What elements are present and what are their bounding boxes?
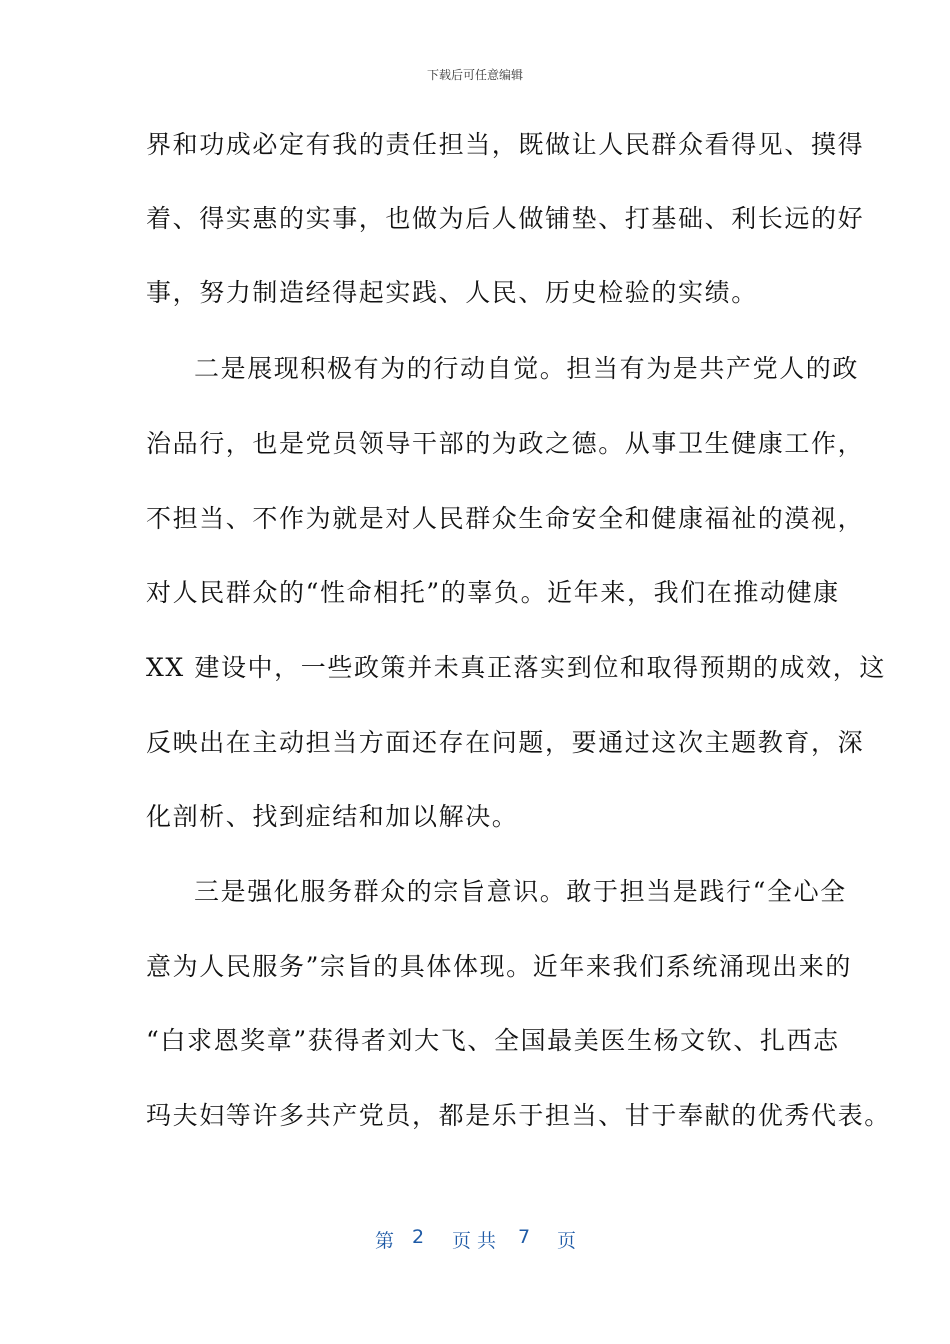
page-label-suffix: 页 — [557, 1230, 577, 1252]
text-line-7: 对人民群众的“性命相托”的辜负。近年来，我们在推动健康 — [146, 578, 840, 607]
page-label-mid: 页共 — [452, 1230, 503, 1252]
text-line-3: 事，努力制造经得起实践、人民、历史检验的实绩。 — [146, 278, 758, 307]
text-line-1: 界和功成必定有我的责任担当，既做让人民群众看得见、摸得 — [146, 130, 865, 159]
text-line-9: 反映出在主动担当方面还存在问题，要通过这次主题教育，深 — [146, 728, 865, 757]
current-page-number: 2 — [412, 1226, 425, 1248]
text-line-2: 着、得实惠的实事，也做为后人做铺垫、打基础、利长远的好 — [146, 204, 865, 233]
text-line-5: 治品行，也是党员领导干部的为政之德。从事卫生健康工作， — [146, 429, 865, 458]
text-line-10: 化剖析、找到症结和加以解决。 — [146, 802, 519, 831]
paragraph-3-first-line: 三是强化服务群众的宗旨意识。敢于担当是践行“全心全 — [194, 877, 847, 906]
text-line-8: XX 建设中，一些政策并未真正落实到位和取得预期的成效，这 — [146, 653, 886, 682]
text-line-12: 意为人民服务”宗旨的具体体现。近年来我们系统涌现出来的 — [146, 952, 852, 981]
download-note: 下载后可任意编辑 — [426, 68, 523, 82]
page-label-prefix: 第 — [375, 1230, 395, 1252]
total-pages-number: 7 — [518, 1226, 531, 1248]
text-line-6: 不担当、不作为就是对人民群众生命安全和健康福祉的漠视， — [146, 504, 865, 533]
page-footer — [0, 1226, 950, 1252]
paragraph-2-first-line: 二是展现积极有为的行动自觉。担当有为是共产党人的政 — [194, 354, 860, 383]
text-line-14: 玛夫妇等许多共产党员，都是乐于担当、甘于奉献的优秀代表。 — [146, 1101, 891, 1130]
text-line-13: “白求恩奖章”获得者刘大飞、全国最美医生杨文钦、扎西志 — [146, 1026, 840, 1055]
